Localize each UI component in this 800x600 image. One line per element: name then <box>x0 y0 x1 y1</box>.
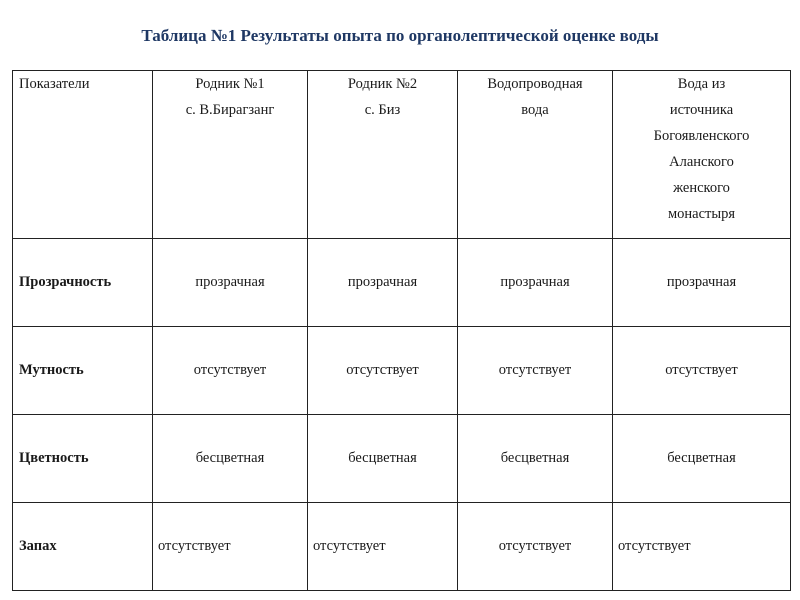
cell: отсутствует <box>308 503 458 591</box>
cell: отсутствует <box>458 327 613 415</box>
results-table <box>12 70 791 591</box>
header-spring-2: Родник №2 с. Биз <box>308 71 458 239</box>
row-label: Запах <box>13 503 153 591</box>
row-label: Мутность <box>13 327 153 415</box>
cell: бесцветная <box>153 415 308 503</box>
cell: отсутствует <box>153 327 308 415</box>
table-row <box>13 415 791 503</box>
cell: прозрачная <box>458 239 613 327</box>
table-title: Таблица №1 Результаты опыта по органолептической оценке воды <box>141 26 659 45</box>
cell: бесцветная <box>613 415 791 503</box>
header-tap-water: Водопроводная вода <box>458 71 613 239</box>
header-indicators: Показатели <box>13 71 153 239</box>
cell: отсутствует <box>458 503 613 591</box>
row-label: Цветность <box>13 415 153 503</box>
header-row <box>13 71 791 239</box>
cell: отсутствует <box>153 503 308 591</box>
row-label: Прозрачность <box>13 239 153 327</box>
table-row <box>13 327 791 415</box>
cell: отсутствует <box>613 503 791 591</box>
cell: прозрачная <box>308 239 458 327</box>
table-row <box>13 239 791 327</box>
cell: прозрачная <box>153 239 308 327</box>
table-row <box>13 503 791 591</box>
header-spring-1: Родник №1 с. В.Бирагзанг <box>153 71 308 239</box>
header-monastery-source: Вода из источника Богоявленского Аланского женского монастыря <box>613 71 791 239</box>
cell: прозрачная <box>613 239 791 327</box>
cell: бесцветная <box>458 415 613 503</box>
cell: отсутствует <box>308 327 458 415</box>
cell: отсутствует <box>613 327 791 415</box>
cell: бесцветная <box>308 415 458 503</box>
